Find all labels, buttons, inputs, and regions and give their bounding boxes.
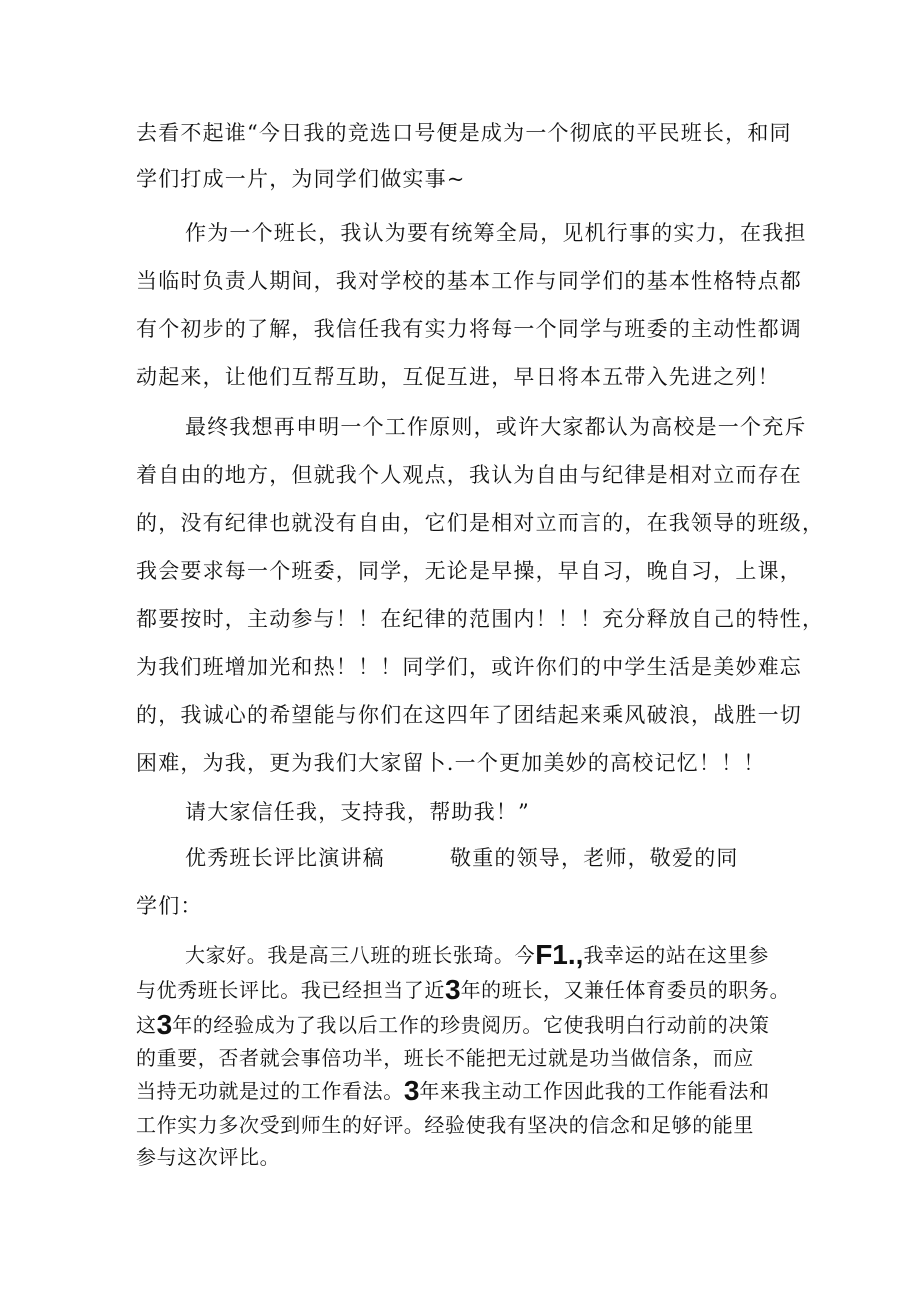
text-line: 为我们班增加光和热！！！同学们，或许你们的中学生活是美妙难忘 — [136, 655, 802, 679]
text-line: 学们： — [136, 894, 203, 918]
speech-greeting: 敬重的领导，老师，敬爱的同 — [450, 846, 739, 870]
text-line: 去看不起谁“今日我的竞选口号便是成为一个彻底的平民班长，和同 — [136, 121, 792, 145]
text-line: 的重要，否者就会事倍功半，班长不能把无过就是功当做信条，而应 — [136, 1046, 754, 1070]
text-line: 参与这次评比。 — [136, 1145, 281, 1169]
text-line: 当临时负责人期间，我对学校的基本工作与同学们的基本性格特点都 — [136, 269, 802, 293]
text-line: 着自由的地方，但就我个人观点，我认为自由与纪律是相对立而存在 — [136, 463, 802, 487]
text-line: 请大家信任我，支持我，帮助我！” — [185, 800, 530, 824]
text-line: 的，我诚心的希望能与你们在这四年了团结起来乘风破浪，战胜一切 — [136, 703, 802, 727]
text-line: 最终我想再申明一个工作原则，或许大家都认为高校是一个充斥 — [185, 415, 807, 439]
text-line: 作为一个班长，我认为要有统筹全局，见机行事的实力，在我担 — [185, 221, 807, 245]
text-line: 学们打成一片，为同学们做实事~ — [136, 167, 466, 191]
text-line: 有个初步的了解，我信任我有实力将每一个同学与班委的主动性都调 — [136, 317, 802, 341]
text-line: 大家好。我是高三八班的班长张琦。今F1.,我幸运的站在这里参 — [185, 939, 769, 970]
text-line: 都要按时，主动参与！！在纪律的范围内！！！充分释放自己的特性， — [136, 607, 825, 631]
text-line: 与优秀班长评比。我已经担当了近3年的班长，又兼任体育委员的职务。 — [136, 974, 791, 1005]
text-line: 工作实力多次受到师生的好评。经验使我有坚决的信念和足够的能里 — [136, 1113, 754, 1137]
text-line: 当持无功就是过的工作看法。3年来我主动工作因此我的工作能看法和 — [136, 1075, 770, 1106]
text-line: 我会要求每一个班委，同学，无论是早操，早自习，晚自习，上课， — [136, 559, 802, 583]
text-line: 这3年的经验成为了我以后工作的珍贵阅历。它使我明白行动前的决策 — [136, 1009, 770, 1040]
speech-title: 优秀班长评比演讲稿 — [185, 846, 385, 870]
text-line: 的，没有纪律也就没有自由，它们是相对立而言的，在我领导的班级， — [136, 511, 825, 535]
text-line: 动起来，让他们互帮互助，互促互进，早日将本五带入先进之列！ — [136, 365, 780, 389]
text-line: 困难，为我，更为我们大家留卜.一个更加美妙的高校记忆！！！ — [136, 751, 766, 775]
